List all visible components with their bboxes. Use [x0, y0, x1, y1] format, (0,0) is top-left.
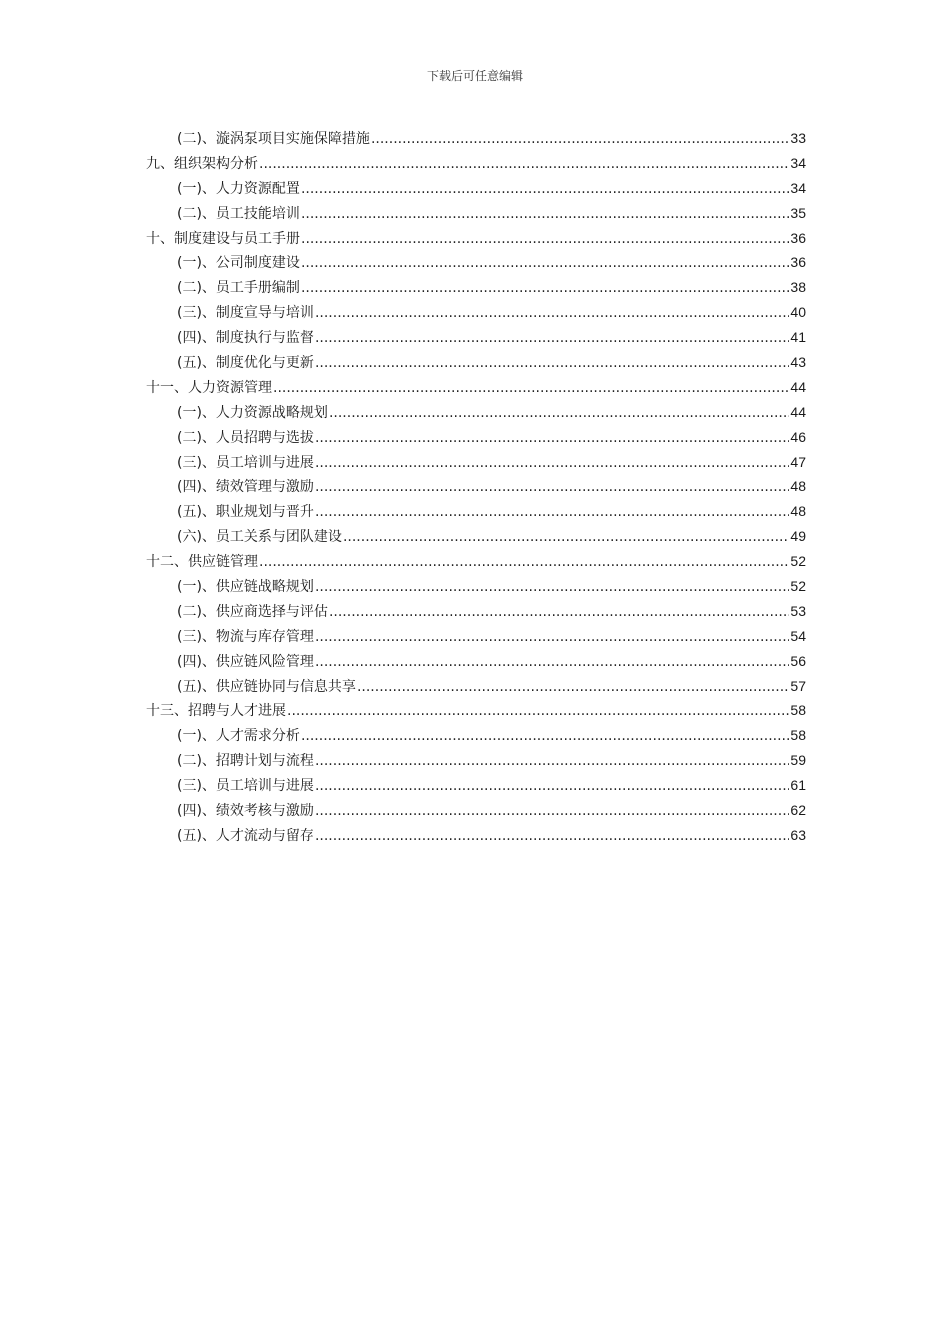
toc-page-number: 54: [790, 627, 806, 644]
toc-section-entry[interactable]: [146, 450, 806, 475]
toc-entry-title: 十、制度建设与员工手册: [146, 230, 300, 247]
toc-section-entry[interactable]: [146, 126, 806, 151]
toc-section-entry[interactable]: [146, 350, 806, 375]
toc-page-number: 34: [790, 154, 806, 171]
toc-section-entry[interactable]: [146, 201, 806, 226]
toc-section-entry[interactable]: [146, 599, 806, 624]
toc-dot-leader: [315, 326, 789, 351]
toc-chapter-entry[interactable]: [146, 375, 806, 400]
toc-entry-title: (五)、职业规划与晋升: [177, 504, 314, 521]
toc-dot-leader: [315, 799, 789, 824]
toc-dot-leader: [315, 824, 789, 849]
toc-entry-title: (四)、绩效考核与激励: [177, 803, 314, 820]
toc-entry-title: (五)、供应链协同与信息共享: [177, 678, 356, 695]
toc-page-number: 61: [790, 777, 806, 794]
toc-dot-leader: [259, 550, 789, 575]
toc-section-entry[interactable]: [146, 748, 806, 773]
toc-section-entry[interactable]: [146, 574, 806, 599]
page-header: 下载后可任意编辑: [426, 69, 523, 83]
toc-chapter-entry[interactable]: [146, 151, 806, 176]
toc-entry-title: (一)、人才需求分析: [177, 728, 300, 745]
toc-page-number: 36: [790, 229, 806, 246]
toc-entry-title: (三)、制度宣导与培训: [177, 305, 314, 322]
toc-dot-leader: [329, 600, 789, 625]
toc-section-entry[interactable]: [146, 325, 806, 350]
toc-dot-leader: [301, 177, 789, 202]
toc-section-entry[interactable]: [146, 798, 806, 823]
toc-page-number: 33: [790, 130, 806, 146]
toc-entry-title: 十三、招聘与人才进展: [146, 703, 286, 720]
toc-dot-leader: [301, 276, 789, 301]
toc-dot-leader: [357, 675, 789, 700]
toc-section-entry[interactable]: [146, 250, 806, 275]
toc-page-number: 49: [790, 528, 806, 545]
toc-entry-title: (二)、供应商选择与评估: [177, 603, 328, 620]
toc-dot-leader: [315, 575, 789, 600]
toc-entry-title: 十二、供应链管理: [146, 554, 258, 571]
toc-dot-leader: [301, 227, 789, 252]
toc-dot-leader: [301, 251, 789, 276]
toc-section-entry[interactable]: [146, 425, 806, 450]
toc-entry-title: (二)、员工手册编制: [177, 280, 300, 297]
toc-page-number: 47: [790, 453, 806, 470]
toc-dot-leader: [315, 774, 789, 799]
toc-dot-leader: [315, 500, 789, 525]
toc-page-number: 62: [790, 802, 806, 819]
toc-page-number: 43: [790, 354, 806, 371]
toc-entry-title: (四)、制度执行与监督: [177, 330, 314, 347]
toc-entry-title: (五)、制度优化与更新: [177, 355, 314, 372]
toc-entry-title: (三)、物流与库存管理: [177, 628, 314, 645]
toc-section-entry[interactable]: [146, 773, 806, 798]
toc-section-entry[interactable]: [146, 723, 806, 748]
toc-page-number: 44: [790, 403, 806, 420]
toc-page-number: 57: [790, 677, 806, 694]
toc-entry-title: (二)、招聘计划与流程: [177, 753, 314, 770]
toc-page-number: 40: [790, 304, 806, 321]
toc-page-number: 38: [790, 279, 806, 296]
toc-entry-title: (二)、人员招聘与选拔: [177, 429, 314, 446]
toc-dot-leader: [315, 475, 789, 500]
toc-section-entry[interactable]: [146, 823, 806, 848]
toc-dot-leader: [301, 724, 789, 749]
toc-dot-leader: [315, 625, 789, 650]
toc-section-entry[interactable]: [146, 474, 806, 499]
toc-entry-title: (六)、员工关系与团队建设: [177, 529, 342, 546]
toc-section-entry[interactable]: [146, 649, 806, 674]
toc-entry-title: (三)、员工培训与进展: [177, 454, 314, 471]
toc-section-entry[interactable]: [146, 400, 806, 425]
toc-page-number: 58: [790, 727, 806, 744]
table-of-contents: [146, 126, 806, 848]
toc-entry-title: 十一、人力资源管理: [146, 379, 272, 396]
toc-dot-leader: [315, 650, 789, 675]
toc-page-number: 35: [790, 204, 806, 221]
toc-page-number: 52: [790, 553, 806, 570]
toc-chapter-entry[interactable]: [146, 698, 806, 723]
toc-page-number: 59: [790, 752, 806, 769]
toc-dot-leader: [371, 127, 789, 152]
toc-entry-title: (一)、供应链战略规划: [177, 579, 314, 596]
toc-dot-leader: [315, 351, 789, 376]
toc-page-number: 44: [790, 378, 806, 395]
toc-page-number: 63: [790, 826, 806, 843]
toc-dot-leader: [287, 699, 789, 724]
toc-section-entry[interactable]: [146, 300, 806, 325]
toc-entry-title: (一)、人力资源配置: [177, 180, 300, 197]
toc-page-number: 41: [790, 329, 806, 346]
toc-dot-leader: [343, 525, 789, 550]
toc-dot-leader: [329, 401, 789, 426]
toc-page-number: 48: [790, 478, 806, 495]
toc-section-entry[interactable]: [146, 176, 806, 201]
toc-dot-leader: [273, 376, 789, 401]
toc-entry-title: (二)、漩涡泵项目实施保障措施: [177, 131, 370, 147]
toc-page-number: 48: [790, 503, 806, 520]
toc-entry-title: (四)、绩效管理与激励: [177, 479, 314, 496]
toc-dot-leader: [301, 202, 789, 227]
toc-page-number: 56: [790, 652, 806, 669]
toc-dot-leader: [315, 749, 789, 774]
toc-entry-title: (三)、员工培训与进展: [177, 778, 314, 795]
toc-entry-title: (四)、供应链风险管理: [177, 653, 314, 670]
toc-dot-leader: [315, 301, 789, 326]
toc-page-number: 52: [790, 578, 806, 595]
toc-dot-leader: [259, 152, 789, 177]
toc-entry-title: (五)、人才流动与留存: [177, 827, 314, 844]
toc-section-entry[interactable]: [146, 674, 806, 699]
toc-chapter-entry[interactable]: [146, 549, 806, 574]
toc-dot-leader: [315, 426, 789, 451]
toc-entry-title: (一)、公司制度建设: [177, 255, 300, 272]
toc-page-number: 46: [790, 428, 806, 445]
toc-section-entry[interactable]: [146, 624, 806, 649]
toc-page-number: 34: [790, 179, 806, 196]
toc-page-number: 53: [790, 602, 806, 619]
toc-entry-title: 九、组织架构分析: [146, 155, 258, 172]
toc-page-number: 36: [790, 254, 806, 271]
toc-section-entry[interactable]: [146, 275, 806, 300]
toc-chapter-entry[interactable]: [146, 226, 806, 251]
toc-dot-leader: [315, 451, 789, 476]
toc-page-number: 58: [790, 702, 806, 719]
toc-section-entry[interactable]: [146, 524, 806, 549]
toc-entry-title: (一)、人力资源战略规划: [177, 404, 328, 421]
toc-section-entry[interactable]: [146, 499, 806, 524]
toc-entry-title: (二)、员工技能培训: [177, 205, 300, 222]
